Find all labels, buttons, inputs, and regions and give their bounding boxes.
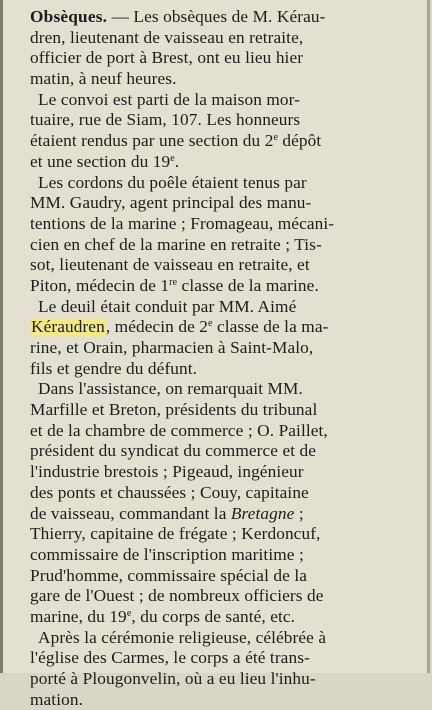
text-segment: dépôt [277,131,322,151]
text-line [30,669,432,690]
text-line [30,421,432,442]
text-segment: dren, lieutenant de vaisseau en retraite, [30,27,304,47]
text-segment: tentions de la marine ; Fromageau, mécani- [30,213,335,233]
text-line [30,48,432,69]
text-segment: MM. Gaudry, agent principal des manu- [30,193,312,213]
text-segment: , médecin de 2 [105,317,208,337]
text-line [30,131,432,152]
text-segment: des ponts et chaussées ; Couy, capitaine [30,482,309,502]
text-segment: sot, lieutenant de vaisseau en retraite, et [30,255,310,275]
text-line [30,7,432,28]
text-segment: Après la cérémonie religieuse, célébrée à [38,627,327,647]
superscript: e [126,607,132,619]
text-line [30,690,432,710]
text-line [30,462,432,483]
text-line [30,483,432,504]
text-line [30,607,432,628]
text-line [30,566,432,587]
text-segment: de vaisseau, commandant la [30,503,231,523]
text-segment: matin, à neuf heures. [30,69,177,89]
text-segment: Les cordons du poêle étaient tenus par [38,172,307,192]
superscript: e [170,152,175,164]
text-segment: Le convoi est parti de la maison mor- [38,89,301,109]
text-segment: l'industrie brestois ; Pigeaud, ingénieur [30,462,304,482]
text-segment: classe de la ma- [212,317,329,337]
text-segment: Le deuil était conduit par MM. Aimé [38,296,297,316]
text-segment: fils et gendre du défunt. [30,358,198,378]
text-segment: mation. [30,689,84,709]
text-segment: cien en chef de la marine en retraite ; Tis- [30,234,322,254]
text-line [30,338,432,359]
text-segment: classe de la marine. [177,275,319,295]
text-segment: marine, du 19 [30,606,127,626]
text-segment: Piton, médecin de 1 [30,275,170,295]
text-segment: l'église des Carmes, le corps a été trans- [30,648,310,668]
text-segment: — Les obsèques de M. Kérau- [107,7,326,26]
text-line [30,379,432,400]
italic-text: Bretagne [230,503,295,523]
text-line [30,235,432,256]
text-segment: ; [294,503,304,523]
text-segment: président du syndicat du commerce et de [30,441,317,461]
text-line [30,400,432,421]
text-line [30,110,432,131]
text-line [30,28,432,49]
text-line [30,297,432,318]
text-line [30,173,432,194]
text-line [30,504,432,525]
text-segment: rine, et Orain, pharmacien à Saint-Malo, [30,338,314,357]
text-segment: Marfille et Breton, présidents du tribunal [30,400,318,420]
text-segment: , du corps de santé, etc. [131,606,296,626]
text-line [30,214,432,235]
text-line [30,276,432,297]
text-line [30,648,432,669]
text-segment: Thierry, capitaine de frégate ; Kerdoncuf, [30,524,321,544]
article-text [30,7,432,710]
text-segment: étaient rendus par une section du 2 [30,131,274,151]
text-segment: commissaire de l'inscription maritime ; [30,544,304,564]
superscript: e [273,132,278,144]
article-heading: Obsèques. [30,7,108,26]
text-segment: . [174,151,180,171]
text-line [30,255,432,276]
text-line [30,524,432,545]
text-line [30,628,432,649]
text-line [30,359,432,380]
text-segment: tuaire, rue de Siam, 107. Les honneurs [30,110,301,130]
text-segment: gare de l'Ouest ; de nombreux officiers de [30,586,324,606]
text-segment: porté à Plougonvelin, où a eu lieu l'inhu- [30,669,316,688]
text-line [30,193,432,214]
text-line [30,545,432,566]
superscript: re [169,276,178,288]
superscript: e [208,318,213,330]
text-line [30,69,432,90]
text-line [30,441,432,462]
text-segment: officier de port à Brest, ont eu lieu hier [30,48,304,68]
text-segment: Prud'homme, commissaire spécial de la [30,565,308,585]
text-line [30,90,432,111]
text-segment: et une section du 19 [30,151,171,171]
text-line [30,317,432,338]
highlighted-name: Kéraudren [31,317,105,337]
text-line [30,586,432,607]
text-segment: Dans l'assistance, on remarquait MM. [38,379,303,399]
text-segment: et de la chambre de commerce ; O. Paillet, [30,420,328,440]
text-line [30,152,432,173]
